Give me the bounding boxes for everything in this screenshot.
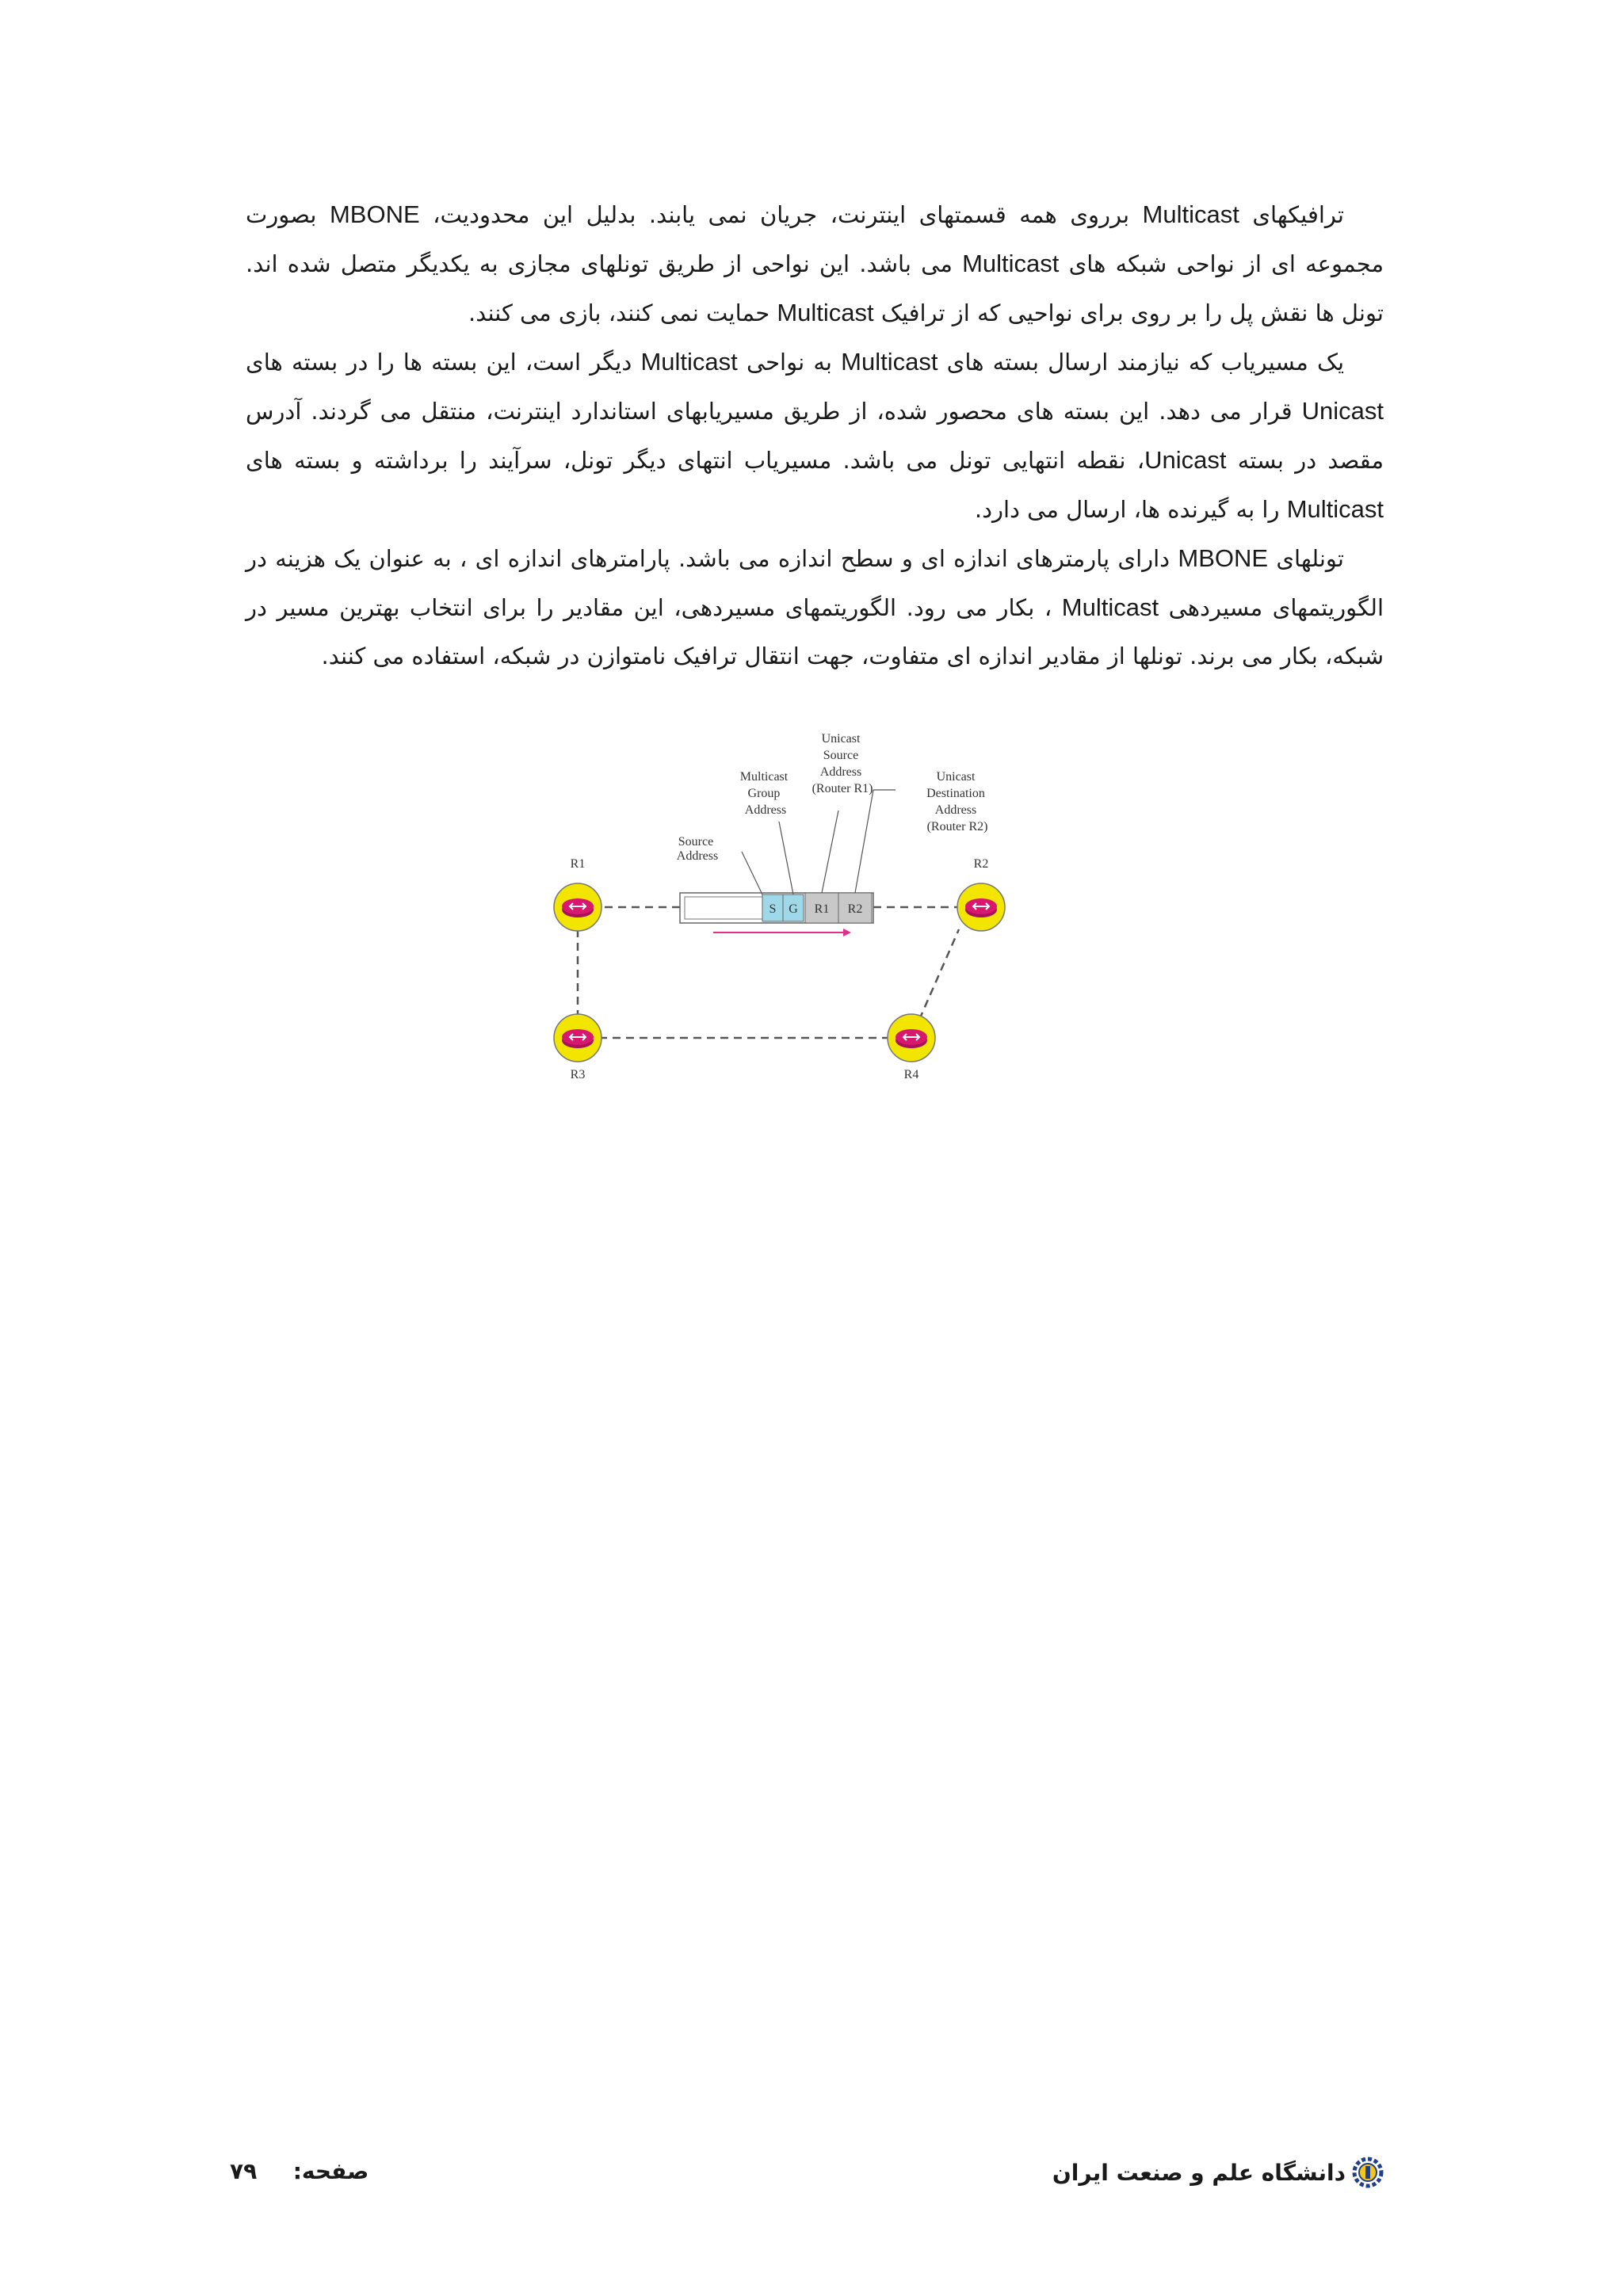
router-r3 — [554, 1014, 601, 1081]
router-r4-label: R4 — [903, 1068, 919, 1081]
packet-field-g-label: G — [789, 902, 798, 916]
page-label: صفحه: — [292, 2158, 369, 2184]
label-source-address: Source Address — [676, 835, 719, 863]
label-unicast-source-address: Unicast Source Address (Router R1) — [812, 732, 873, 795]
paragraph-3: تونلهای MBONE دارای پارمترهای اندازه ای و سطح اندازه می باشد. پارامترهای اندازه ای ، به عنوان یک هزینه در الگوریتمهای مسیردهی Multicast ، بکار می رود. الگوریتمهای مسیردهی، این مقادیر را برای انتخاب بهترین مسیر در شبکه، بکار می برند. تونلها از مقادیر اندازه ای متفاوت، جهت انتقال ترافیک نامتوازن در شبکه، استفاده می کنند. — [246, 544, 1384, 669]
label-unicast-destination-address: Unicast Destination Address (Router R2) — [926, 770, 988, 833]
router-r2 — [957, 857, 1005, 931]
router-r3-label: R3 — [570, 1068, 586, 1081]
university-logo-icon — [1350, 2155, 1385, 2190]
page-number-value: ۷۹ — [230, 2158, 258, 2184]
page-number — [230, 2158, 369, 2184]
mbone-tunnel-diagram — [547, 725, 1038, 1089]
link-r4-r2 — [919, 929, 959, 1020]
router-r1-label: R1 — [570, 857, 586, 871]
router-r4 — [888, 1014, 935, 1081]
router-r2-label: R2 — [973, 857, 989, 871]
label-multicast-group-address: Multicast Group Address — [739, 770, 789, 817]
packet-field-r1-label: R1 — [814, 902, 830, 916]
university-name: دانشگاه علم و صنعت ایران — [1052, 2159, 1346, 2186]
paragraph-1: ترافیکهای Multicast برروی همه قسمتهای اینترنت، جریان نمی یابند. بدلیل این محدودیت، MBONE بصورت مجموعه ای از نواحی شبکه های Multicast می باشد. این نواحی از طریق تونلهای مجازی به یکدیگر متصل شده اند. تونل ها نقش پل را بر روی برای نواحیی که از ترافیک Multicast حمایت نمی کنند، بازی می کنند. — [246, 200, 1384, 326]
body-text — [246, 190, 1384, 681]
paragraph-2: یک مسیریاب که نیازمند ارسال بسته های Multicast به نواحی Multicast دیگر است، این بسته ها را در بسته های Unicast قرار می دهد. این بسته های محصور شده، از طریق مسیریابهای استاندارد اینترنت، منتقل می گردند. آدرس مقصد در بسته Unicast، نقطه انتهایی تونل می باشد. مسیریاب انتهای دیگر تونل، سرآیند را برداشته و بسته های Multicast را به گیرنده ها، ارسال می دارد. — [246, 348, 1384, 523]
footer-university — [1052, 2155, 1385, 2190]
encapsulated-packet — [680, 893, 873, 936]
packet-field-s-label: S — [769, 902, 777, 916]
packet-field-r2-label: R2 — [847, 902, 863, 916]
router-r1 — [554, 857, 601, 931]
